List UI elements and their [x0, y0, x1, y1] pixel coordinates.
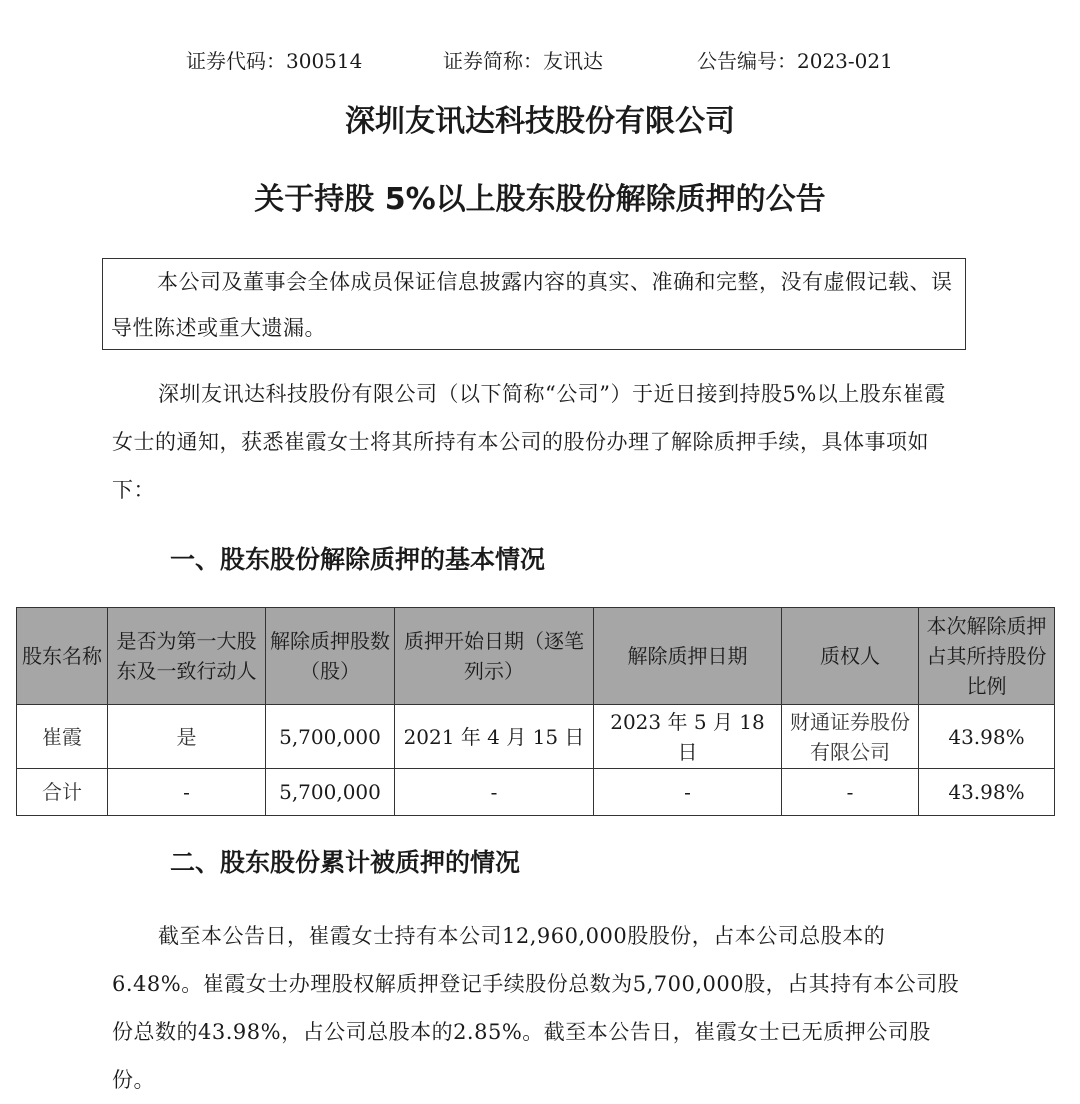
col-header-pledge-start: 质押开始日期（逐笔列示）	[395, 608, 594, 705]
cell-ratio: 43.98%	[919, 705, 1055, 769]
section-heading-basic-info: 一、股东股份解除质押的基本情况	[170, 545, 546, 574]
col-header-ratio: 本次解除质押占其所持股份比例	[919, 608, 1055, 705]
disclaimer-box: 本公司及董事会全体成员保证信息披露内容的真实、准确和完整，没有虚假记载、误导性陈述或重大遗漏。	[102, 258, 966, 350]
cell-total-pledgee: -	[782, 769, 919, 816]
notice-title: 关于持股 5%以上股东股份解除质押的公告	[254, 182, 826, 217]
intro-paragraph: 深圳友讯达科技股份有限公司（以下简称“公司”）于近日接到持股5%以上股东崔霞女士的通知，获悉崔霞女士将其所持有本公司的股份办理了解除质押手续，具体事项如下：	[112, 382, 946, 502]
cell-largest-holder: 是	[108, 705, 266, 769]
col-header-release-date: 解除质押日期	[594, 608, 782, 705]
cumulative-pledge-paragraph: 截至本公告日，崔霞女士持有本公司12,960,000股股份，占本公司总股本的6.48%。崔霞女士办理股权解质押登记手续股份总数为5,700,000股，占其持有本公司股份总数的43.98%，占公司总股本的2.85%。截至本公告日，崔霞女士已无质押公司股份。	[112, 924, 960, 1092]
stock-code: 证券代码：300514	[186, 49, 363, 73]
col-header-pledgee: 质权人	[782, 608, 919, 705]
section-heading-cumulative-pledge: 二、股东股份累计被质押的情况	[170, 848, 521, 877]
announcement-number: 公告编号：2023-021	[697, 49, 893, 73]
cell-total-label: 合计	[17, 769, 108, 816]
table-row	[17, 705, 1055, 769]
cell-total-released-shares: 5,700,000	[266, 769, 395, 816]
cell-total-largest-holder: -	[108, 769, 266, 816]
cell-pledge-start: 2021 年 4 月 15 日	[395, 705, 594, 769]
col-header-shareholder: 股东名称	[17, 608, 108, 705]
cell-total-ratio: 43.98%	[919, 769, 1055, 816]
cell-released-shares: 5,700,000	[266, 705, 395, 769]
table-header-row	[17, 608, 1055, 705]
stock-abbreviation: 证券简称：友讯达	[443, 49, 603, 73]
table-row-total	[17, 769, 1055, 816]
cell-release-date: 2023 年 5 月 18 日	[594, 705, 782, 769]
pledge-release-table	[16, 607, 1055, 816]
col-header-largest-holder: 是否为第一大股东及一致行动人	[108, 608, 266, 705]
cell-total-pledge-start: -	[395, 769, 594, 816]
cell-pledgee: 财通证券股份有限公司	[782, 705, 919, 769]
col-header-released-shares: 解除质押股数（股）	[266, 608, 395, 705]
announcement-meta	[0, 46, 1080, 76]
company-title: 深圳友讯达科技股份有限公司	[345, 104, 735, 139]
cell-total-release-date: -	[594, 769, 782, 816]
cell-shareholder: 崔霞	[17, 705, 108, 769]
